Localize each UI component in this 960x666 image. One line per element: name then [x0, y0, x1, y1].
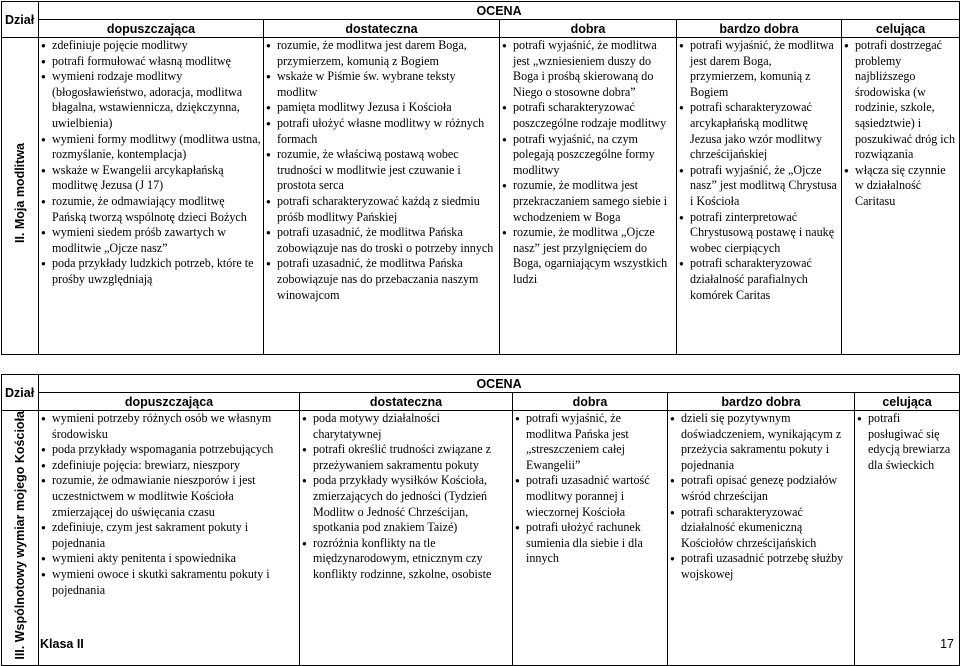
requirement-item: ● dzieli się pozytywnym doświadczeniem, wynikającym z przeżycia sakramentu pokuty i pojednania: [670, 411, 852, 473]
requirement-item: ● włącza się czynnie w działalność Caritasu: [844, 163, 957, 210]
requirement-item: ● potrafi scharakteryzować poszczególne rodzaje modlitwy: [502, 100, 674, 131]
requirement-item: ● wskaże w Ewangelii arcykapłańską modlitwę Jezusa (J 17): [41, 163, 261, 194]
grade-cell: [300, 411, 513, 666]
requirement-item: ● wymieni akty penitenta i spowiednika: [41, 551, 297, 567]
requirement-item: ● potrafi scharakteryzować działalność parafialnych komórek Caritas: [679, 256, 839, 303]
requirement-item: ● potrafi ułożyć własne modlitwy w różnych formach: [266, 116, 497, 147]
level-header: dostateczna: [264, 20, 500, 38]
page-footer: [40, 637, 958, 651]
requirement-item: ● potrafi scharakteryzować działalność ekumeniczną Kościołów chrześcijańskich: [670, 505, 852, 552]
requirement-item: ● potrafi dostrzegać problemy najbliższego środowiska (w rodzinie, szkole, sąsiedztwie) i poszukiwać dróg ich rozwiązania: [844, 38, 957, 163]
section-title: III. Wspólnotowy wymiar mojego Kościoła: [13, 411, 27, 660]
requirement-item: ● pamięta modlitwy Jezusa i Kościoła: [266, 100, 497, 116]
level-header: celująca: [855, 393, 960, 411]
requirement-item: ● rozumie, że odmawianie nieszporów i jest uczestnictwem w modlitwie Kościoła zmierzającej do uświęcania czasu: [41, 473, 297, 520]
requirement-item: ● potrafi uzasadnić, że modlitwa Pańska zobowiązuje nas do przebaczania naszym winowajcom: [266, 256, 497, 303]
requirement-item: ● rozumie, że modlitwa jest darem Boga, przymierzem, komunią z Bogiem: [266, 38, 497, 69]
level-header: bardzo dobra: [668, 393, 855, 411]
requirement-item: ● wymieni formy modlitwy (modlitwa ustna, rozmyślanie, kontemplacja): [41, 132, 261, 163]
requirement-item: ● potrafi zinterpretować Chrystusową postawę i naukę wobec cierpiących: [679, 210, 839, 257]
ocena-header: OCENA: [39, 375, 960, 393]
requirement-item: ● wymieni rodzaje modlitwy (błogosławieństwo, adoracja, modlitwa błagalna, wstawiennicza, dziękczynna, uwielbienia): [41, 69, 261, 131]
page-number: 17: [940, 637, 954, 651]
ocena-header: OCENA: [39, 2, 960, 20]
level-header: dobra: [500, 20, 677, 38]
requirement-item: ● wymieni siedem próśb zawartych w modlitwie „Ojcze nasz”: [41, 225, 261, 256]
section-title-cell: [2, 411, 39, 666]
section-title: II. Moja modlitwa: [13, 143, 27, 244]
requirement-item: ● poda przykłady ludzkich potrzeb, które te prośby uwzględniają: [41, 256, 261, 287]
requirement-item: ● potrafi uzasadnić, że modlitwa Pańska zobowiązuje nas do troski o potrzeby innych: [266, 225, 497, 256]
level-header: dopuszczająca: [39, 393, 300, 411]
grading-table-section-3: [1, 374, 960, 666]
grade-cell: [264, 38, 500, 355]
section-title-cell: [2, 38, 39, 355]
requirement-item: ● rozumie, że właściwą postawą wobec trudności w modlitwie jest czuwanie i prostota serca: [266, 147, 497, 194]
requirement-item: ● potrafi opisać genezę podziałów wśród chrześcijan: [670, 473, 852, 504]
requirement-item: ● zdefiniuje pojęcia: brewiarz, nieszpory: [41, 458, 297, 474]
requirement-item: ● potrafi scharakteryzować arcykapłańską modlitwę Jezusa jako wzór modlitwy chrześcijańskiej: [679, 100, 839, 162]
grade-cell: [39, 38, 264, 355]
grade-cell: [677, 38, 842, 355]
level-header: dostateczna: [300, 393, 513, 411]
requirement-item: ● potrafi wyjaśnić, że „Ojcze nasz” jest modlitwą Chrystusa i Kościoła: [679, 163, 839, 210]
requirement-item: ● poda przykłady wysiłków Kościoła, zmierzających do jedności (Tydzień Modlitw o Jedność Chrześcijan, spotkania pod znakiem Taizé): [302, 473, 510, 535]
requirement-item: ● potrafi wyjaśnić, że modlitwa jest „wzniesieniem duszy do Boga i prośbą skierowaną do Niego o stosowne dobra”: [502, 38, 674, 100]
requirement-item: ● zdefiniuje pojęcie modlitwy: [41, 38, 261, 54]
requirement-item: ● potrafi wyjaśnić, że modlitwa Pańska jest „streszczeniem całej Ewangelii”: [515, 411, 665, 473]
requirement-item: ● potrafi scharakteryzować każdą z siedmiu próśb modlitwy Pańskiej: [266, 194, 497, 225]
dzial-header: Dział: [2, 2, 39, 38]
grade-cell: [842, 38, 960, 355]
requirement-item: ● rozumie, że modlitwa „Ojcze nasz” jest przylgnięciem do Boga, ogarniającym wszystkich ludzi: [502, 225, 674, 287]
dzial-header: Dział: [2, 375, 39, 411]
class-label: Klasa II: [40, 637, 84, 651]
requirement-item: ● poda przykłady wspomagania potrzebujących: [41, 442, 297, 458]
requirement-item: ● potrafi określić trudności związane z przeżywaniem sakramentu pokuty: [302, 442, 510, 473]
requirement-item: ● rozumie, że odmawiający modlitwę Pańską tworzą wspólnotę dzieci Bożych: [41, 194, 261, 225]
requirement-item: ● rozróżnia konflikty na tle międzynarodowym, etnicznym czy konflikty rodzinne, szkolne, osobiste: [302, 536, 510, 583]
requirement-item: ● zdefiniuje, czym jest sakrament pokuty i pojednania: [41, 520, 297, 551]
requirement-item: ● potrafi posługiwać się edycją brewiarza dla świeckich: [857, 411, 957, 473]
requirement-item: ● wymieni potrzeby różnych osób we własnym środowisku: [41, 411, 297, 442]
requirement-item: ● potrafi uzasadnić wartość modlitwy porannej i wieczornej Kościoła: [515, 473, 665, 520]
requirement-item: ● rozumie, że modlitwa jest przekraczaniem samego siebie i wchodzeniem w Boga: [502, 178, 674, 225]
grade-cell: [668, 411, 855, 666]
requirement-item: ● potrafi wyjaśnić, na czym polegają poszczególne formy modlitwy: [502, 132, 674, 179]
grade-cell: [513, 411, 668, 666]
grade-cell: [500, 38, 677, 355]
level-header: dobra: [513, 393, 668, 411]
grade-cell: [39, 411, 300, 666]
requirement-item: ● potrafi ułożyć rachunek sumienia dla siebie i dla innych: [515, 520, 665, 567]
grade-cell: [855, 411, 960, 666]
requirement-item: ● potrafi uzasadnić potrzebę służby wojskowej: [670, 551, 852, 582]
requirement-item: ● poda motywy działalności charytatywnej: [302, 411, 510, 442]
level-header: celująca: [842, 20, 960, 38]
level-header: dopuszczająca: [39, 20, 264, 38]
requirement-item: ● wymieni owoce i skutki sakramentu pokuty i pojednania: [41, 567, 297, 598]
level-header: bardzo dobra: [677, 20, 842, 38]
requirement-item: ● potrafi formułować własną modlitwę: [41, 54, 261, 70]
requirement-item: ● wskaże w Piśmie św. wybrane teksty modlitw: [266, 69, 497, 100]
grading-table-section-2: [1, 1, 960, 355]
requirement-item: ● potrafi wyjaśnić, że modlitwa jest darem Boga, przymierzem, komunią z Bogiem: [679, 38, 839, 100]
